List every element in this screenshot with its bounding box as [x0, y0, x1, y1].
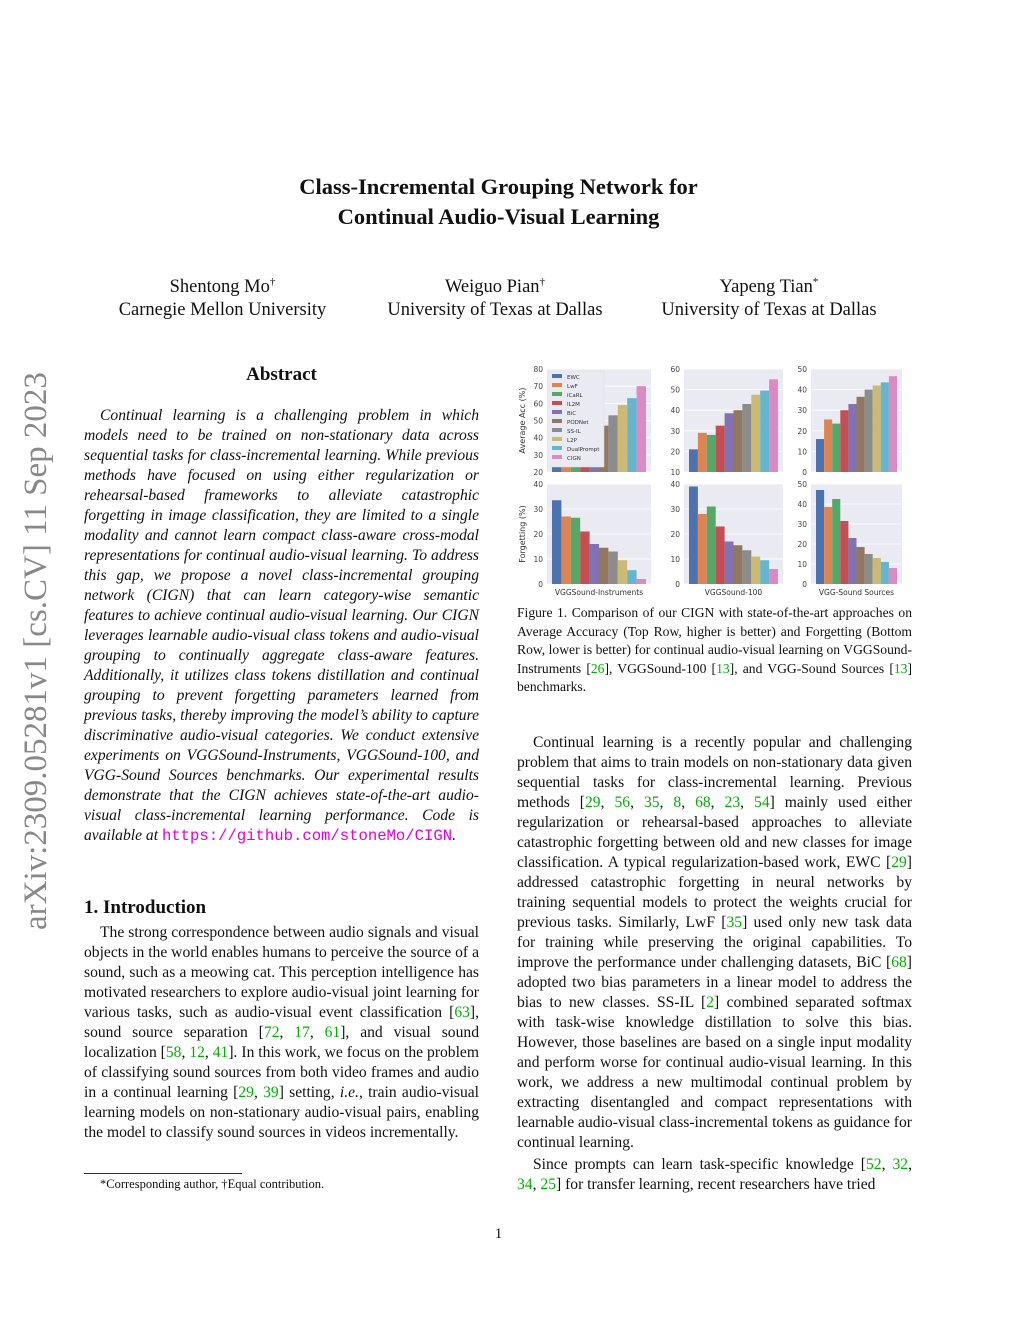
- author-name: Weiguo Pian: [444, 277, 540, 298]
- citation-link[interactable]: 63: [454, 1004, 470, 1021]
- body-paragraph: [517, 733, 912, 1153]
- bar-ss-il: [608, 415, 617, 472]
- bar-il2m: [580, 532, 589, 585]
- citation-link[interactable]: 35: [643, 794, 660, 811]
- bar-dualprompt: [760, 391, 769, 472]
- dataset-label: VGG-Sound Sources: [818, 588, 895, 597]
- bar-ewc: [552, 500, 561, 584]
- y-tick-label: 20: [533, 468, 543, 477]
- citation-link[interactable]: 39: [263, 1084, 279, 1101]
- text-segment: ,: [253, 1084, 264, 1101]
- text-segment: ,: [881, 1156, 893, 1173]
- text-segment: ,: [908, 1156, 912, 1173]
- introduction-heading: 1. Introduction: [84, 897, 207, 918]
- text-segment: ] benchmarks.: [517, 660, 912, 694]
- y-tick-label: 40: [533, 433, 543, 443]
- citation-link[interactable]: 8: [673, 794, 682, 811]
- y-tick-label: 40: [670, 480, 680, 489]
- text-segment: ]. In this work, we focus on the problem of classifying sound sources from both video frames and audio in a continual learning [: [84, 1044, 479, 1101]
- abstract-paragraph: [84, 406, 479, 846]
- legend-swatch: [552, 428, 562, 432]
- legend-entry: L2P: [567, 438, 577, 444]
- bar-l2p: [873, 385, 881, 472]
- text-segment: ], and VGG-Sound Sources [: [729, 660, 894, 676]
- y-tick-label: 50: [533, 416, 543, 426]
- bar-podnet: [734, 410, 743, 472]
- abstract-body: [84, 406, 479, 846]
- y-tick-label: 20: [670, 447, 680, 457]
- y-tick-label: 70: [533, 382, 543, 392]
- legend-swatch: [552, 392, 562, 396]
- legend-swatch: [552, 383, 562, 387]
- bar-l2p: [618, 405, 627, 472]
- legend-entry: iCaRL: [567, 393, 583, 399]
- text-segment: Continual learning is a recently popular and challenging problem that aims to train models on non-stationary data given sequential tasks for class-incremental learning. Previous methods [: [517, 734, 912, 811]
- bar-icarl: [832, 424, 840, 472]
- y-tick-label: 20: [797, 540, 807, 549]
- y-axis-label: Average Acc (%): [518, 387, 527, 454]
- bar-ss-il: [742, 550, 751, 584]
- citation-link[interactable]: 54: [754, 794, 770, 811]
- y-tick-label: 80: [533, 365, 543, 374]
- footnote: *Corresponding author, †Equal contribution.: [100, 1177, 325, 1191]
- bar-lwf: [561, 517, 570, 585]
- legend-swatch: [552, 374, 562, 378]
- legend-entry: BiC: [567, 411, 577, 417]
- y-tick-label: 40: [797, 500, 807, 509]
- y-tick-label: 0: [538, 580, 543, 589]
- bar-icarl: [571, 518, 580, 584]
- author-mark: *: [812, 276, 819, 288]
- citation-link[interactable]: 68: [695, 794, 711, 811]
- y-tick-label: 30: [797, 520, 807, 529]
- bar-ewc: [816, 490, 824, 584]
- y-tick-label: 20: [797, 426, 807, 436]
- text-segment: ,: [630, 794, 644, 811]
- legend-swatch: [552, 437, 562, 441]
- text-segment: Continual learning is a challenging problem in which models need to be trained on non-stationary data across sequential tasks for class-incremental learning. While previous methods have focused on using either regularization or rehearsal-based frameworks to alleviate catastrophic forgetting in image classification, they are limited to a single modality and cannot learn compact class-aware cross-modal representations for continual audio-visual learning. To address this gap, we propose a novel class-incremental grouping network (CIGN) that can learn category-wise semantic features to achieve continual audio-visual learning. Our CIGN leverages learnable audio-visual class tokens and audio-visual grouping to continually aggregate class-aware features. Additionally, it utilizes class tokens distillation and continual grouping to prevent forgetting parameters learned from previous tasks, thereby improving the model’s ability to capture discriminative audio-visual categories. We conduct extensive experiments on VGGSound-Instruments, VGGSound-100, and VGG-Sound Sources benchmarks. Our experimental results demonstrate that the CIGN achieves state-of-the-art audio-visual class-incremental learning performance. Code is available at: [84, 407, 479, 844]
- citation-link[interactable]: 29: [585, 794, 601, 811]
- bar-il2m: [840, 410, 848, 472]
- citation-link[interactable]: 35: [726, 914, 743, 931]
- y-tick-label: 60: [670, 365, 680, 374]
- y-tick-label: 50: [670, 385, 680, 395]
- bar-ewc: [816, 439, 824, 472]
- abstract-heading: Abstract: [246, 364, 317, 385]
- legend-entry: CIGN: [567, 456, 581, 462]
- figure-1-chart: [515, 362, 915, 602]
- citation-link[interactable]: 25: [540, 1176, 556, 1193]
- author-name: Yapeng Tian: [719, 277, 813, 298]
- bar-ss-il: [865, 390, 873, 472]
- author-3: [645, 271, 893, 322]
- y-tick-label: 0: [802, 580, 807, 589]
- text-segment: ,: [659, 794, 674, 811]
- text-segment: ] adopted two bias parameters in a linear model to address the bias to new classes. SS-IL [: [517, 954, 912, 1011]
- y-axis-label: Forgetting (%): [518, 505, 527, 563]
- bar-il2m: [716, 426, 725, 472]
- bar-l2p: [873, 558, 881, 584]
- text-segment: ] setting,: [278, 1084, 340, 1101]
- bar-lwf: [824, 507, 832, 584]
- legend-entry: PODNet: [567, 420, 589, 426]
- arxiv-identifier: arXiv:2309.05281v1 [cs.CV] 11 Sep 2023: [18, 372, 54, 930]
- text-segment: Since prompts can learn task-specific knowledge [: [533, 1156, 866, 1173]
- bar-dualprompt: [627, 570, 636, 584]
- y-tick-label: 40: [533, 480, 543, 489]
- text-segment: ] for transfer learning, recent researchers have tried: [555, 1176, 876, 1193]
- text-segment: .: [452, 827, 456, 844]
- code-url-link[interactable]: https://github.com/stoneMo/CIGN: [161, 827, 453, 845]
- bar-podnet: [734, 545, 743, 584]
- bar-lwf: [698, 514, 707, 584]
- text-segment: ,: [600, 794, 615, 811]
- text-segment: ,: [204, 1044, 213, 1061]
- intro-paragraph: [84, 923, 479, 1143]
- author-name: Shentong Mo: [169, 277, 270, 298]
- bar-ss-il: [608, 552, 617, 585]
- author-mark: †: [269, 276, 276, 288]
- figure-caption: [517, 604, 912, 697]
- bar-podnet: [857, 397, 865, 472]
- bar-podnet: [599, 548, 608, 584]
- text-segment: ,: [710, 794, 725, 811]
- text-segment: The strong correspondence between audio signals and visual objects in the world enables humans to perceive the source of a sound, such as a meowing cat. This perception intelligence has motivated researchers to explore audio-visual joint learning for various tasks, such as audio-visual event classification [: [84, 924, 479, 1021]
- legend-entry: EWC: [567, 375, 580, 381]
- y-tick-label: 40: [797, 385, 807, 395]
- y-tick-label: 30: [670, 426, 680, 436]
- text-segment: ,: [740, 794, 755, 811]
- bar-cign: [889, 376, 897, 472]
- legend-swatch: [552, 410, 562, 414]
- citation-link[interactable]: 13: [716, 660, 730, 676]
- citation-link[interactable]: 68: [891, 954, 907, 971]
- bar-l2p: [751, 557, 760, 585]
- bar-podnet: [857, 547, 865, 584]
- legend-entry: SS-IL: [567, 429, 581, 435]
- author-mark: †: [539, 276, 546, 288]
- bar-bic: [590, 544, 599, 584]
- bar-bic: [725, 413, 734, 472]
- text-segment: ,: [681, 794, 696, 811]
- y-tick-label: 0: [802, 468, 807, 477]
- body-paragraph: [517, 1155, 912, 1195]
- text-segment: ,: [309, 1024, 325, 1041]
- y-tick-label: 30: [670, 505, 680, 514]
- right-column-body: [517, 733, 912, 1195]
- bar-icarl: [832, 499, 840, 584]
- y-tick-label: 0: [675, 580, 680, 589]
- citation-link[interactable]: 29: [891, 854, 907, 871]
- y-tick-label: 30: [533, 505, 543, 514]
- bar-bic: [848, 404, 856, 472]
- citation-link[interactable]: 23: [724, 794, 741, 811]
- bar-bic: [848, 538, 856, 584]
- y-tick-label: 10: [797, 447, 807, 457]
- text-segment: ], VGGSound-100 [: [604, 660, 717, 676]
- y-tick-label: 50: [797, 365, 807, 374]
- bar-dualprompt: [627, 398, 636, 472]
- text-segment: ] combined separated softmax with task-wise knowledge distillation to solve this bias. However, those baselines are based on a single input modality and perform worse for continual audio-visual learning. In this work, we address a new multimodal continual problem by extracting disentangled and compact representations with learnable audio-visual class-incremental tokens as guidance for continual learning.: [517, 994, 912, 1151]
- y-tick-label: 20: [533, 530, 543, 539]
- dataset-label: VGGSound-Instruments: [554, 588, 644, 597]
- legend-swatch: [552, 455, 562, 459]
- bar-cign: [637, 579, 646, 584]
- citation-link[interactable]: 58: [165, 1044, 182, 1061]
- bar-ewc: [689, 487, 698, 585]
- author-affiliation: Carnegie Mellon University: [118, 300, 327, 321]
- introduction-body: [84, 923, 479, 1143]
- bar-cign: [769, 379, 778, 472]
- y-tick-label: 10: [533, 555, 543, 564]
- citation-link[interactable]: 32: [892, 1156, 909, 1173]
- bar-cign: [769, 569, 778, 584]
- legend-entry: DualPrompt: [567, 447, 600, 453]
- text-segment: ,: [532, 1176, 541, 1193]
- page-number: 1: [494, 1226, 503, 1242]
- paper-title-line1: Class-Incremental Grouping Network for: [299, 174, 698, 199]
- bar-cign: [637, 386, 646, 472]
- bar-l2p: [618, 560, 627, 584]
- bar-lwf: [698, 433, 707, 472]
- citation-link[interactable]: 56: [614, 794, 631, 811]
- citation-link[interactable]: 34: [517, 1176, 533, 1193]
- footnote-divider: [84, 1173, 242, 1174]
- y-tick-label: 10: [670, 555, 680, 564]
- bar-l2p: [751, 395, 760, 472]
- legend-swatch: [552, 419, 562, 423]
- caption-text: [517, 605, 912, 694]
- bar-bic: [725, 542, 734, 585]
- y-tick-label: 30: [797, 406, 807, 416]
- legend-entry: LwF: [567, 384, 578, 390]
- text-segment: ] mainly used either regularization or rehearsal-based approaches to alleviate catastrophic forgetting between old and new classes for image classification. A typical regularization-based work, EWC [: [517, 794, 913, 871]
- bar-cign: [889, 568, 897, 584]
- author-affiliation: University of Texas at Dallas: [661, 300, 877, 321]
- text-segment: ] used only new task data for training while preserving the original capabilities. To improve the performance under challenging datasets, BiC [: [517, 914, 912, 971]
- y-tick-label: 30: [533, 450, 543, 460]
- legend-swatch: [552, 401, 562, 405]
- citation-link[interactable]: 61: [324, 1024, 341, 1041]
- y-tick-label: 50: [797, 480, 807, 489]
- legend-swatch: [552, 446, 562, 450]
- citation-link[interactable]: 13: [893, 660, 908, 676]
- bar-il2m: [840, 521, 848, 584]
- text-segment: i.e.: [339, 1084, 359, 1101]
- y-tick-label: 60: [533, 399, 543, 409]
- bar-ewc: [689, 449, 698, 472]
- author-2: [365, 271, 625, 322]
- bar-ewc: [552, 467, 561, 472]
- bar-ss-il: [865, 554, 873, 584]
- bar-dualprompt: [760, 560, 769, 584]
- citation-link[interactable]: 29: [238, 1084, 254, 1101]
- dataset-label: VGGSound-100: [704, 588, 763, 597]
- text-segment: , train audio-visual learning models on non-stationary audio-visual pairs, enabling the model to classify sound sources in videos incrementally.: [84, 1084, 479, 1141]
- bar-ss-il: [742, 404, 751, 472]
- y-tick-label: 10: [797, 560, 807, 569]
- citation-link[interactable]: 26: [590, 660, 605, 676]
- author-1: [100, 271, 345, 322]
- legend-entry: IL2M: [567, 402, 580, 408]
- bar-lwf: [824, 419, 832, 472]
- text-segment: ] addressed catastrophic forgetting in neural networks by training sequential models to protect the weights crucial for previous tasks. Similarly, LwF [: [517, 854, 912, 931]
- citation-link[interactable]: 2: [706, 994, 715, 1011]
- bar-icarl: [707, 435, 716, 472]
- text-segment: ,: [181, 1044, 190, 1061]
- text-segment: Figure 1. Comparison of our CIGN with state-of-the-art approaches on Average Accuracy (Top Row, higher is better) and Forgetting (Bottom Row, lower is better) for continual audio-visual learning on VGGSound-Instruments [: [517, 605, 912, 676]
- citation-link[interactable]: 41: [212, 1044, 229, 1061]
- paper-title-line2: Continual Audio-Visual Learning: [337, 204, 660, 229]
- bar-icarl: [707, 507, 716, 585]
- y-tick-label: 10: [670, 468, 680, 477]
- author-affiliation: University of Texas at Dallas: [387, 300, 603, 321]
- citation-link[interactable]: 12: [189, 1044, 205, 1061]
- citation-link[interactable]: 72: [263, 1024, 280, 1041]
- y-tick-label: 20: [670, 530, 680, 539]
- citation-link[interactable]: 17: [294, 1024, 310, 1041]
- bar-il2m: [716, 527, 725, 585]
- text-segment: ], sound source separation [: [84, 1004, 479, 1041]
- text-segment: ,: [279, 1024, 295, 1041]
- citation-link[interactable]: 52: [866, 1156, 882, 1173]
- text-segment: ], and visual sound localization [: [84, 1024, 479, 1061]
- bar-dualprompt: [881, 382, 889, 472]
- y-tick-label: 40: [670, 406, 680, 416]
- bar-dualprompt: [881, 562, 889, 584]
